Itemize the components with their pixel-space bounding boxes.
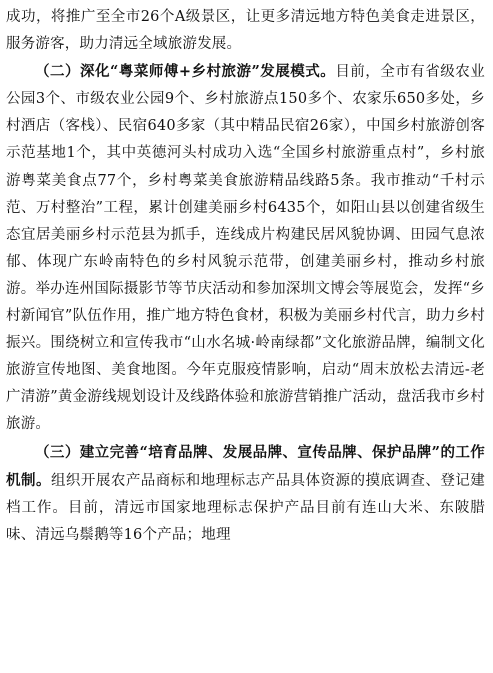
paragraph-text: 目前，全市有省级农业公园3个、市级农业公园9个、乡村旅游点150多个、农家乐650多处，乡村酒店（客栈）、民宿640多家（其中精品民宿26家），中国乡村旅游创客示范基地1个，其中英德河头村成功入选“全国乡村旅游重点村”，乡村旅游粤菜美食点77个，乡村粤菜美食旅游精品线路5条。我市推动“千村示范、万村整治”工程，累计创建美丽乡村6435个，如阳山县以创建省级生态宜居美丽乡村示范县为抓手，连线成片构建民居风貌协调、田园气息浓郁、体现广东岭南特色的乡村风貌示范带，创建美丽乡村，推动乡村旅游。举办连州国际摄影节等节庆活动和参加深圳文博会等展览会，发挥“乡村新闻官”队伍作用，推广地方特色食材，积极为美丽乡村代言，助力乡村振兴。围绕树立和宣传我市“山水名城·岭南绿都”文化旅游品牌，编制文化旅游宣传地图、美食地图。今年克服疫情影响，启动“周末放松去清远-老广清游”黄金游线规划设计及线路体验和旅游营销推广活动，盘活我市乡村旅游。 [6,64,486,433]
paragraph-continuation [6,4,485,58]
section-heading: （三）建立完善“培育品牌、发展品牌、宣传品牌、保护品牌”的工作机制。 [6,443,485,489]
paragraph-section-2 [6,58,485,438]
paragraph-text: 成功，将推广至全市26个A级景区，让更多清远地方特色美食走进景区，服务游客，助力清远全域旅游发展。 [6,9,485,53]
paragraph-section-3 [6,439,485,549]
section-heading: （二）深化“粤菜师傅+乡村旅游”发展模式。 [35,63,336,81]
paragraph-text: 组织开展农产品商标和地理标志产品具体资源的摸底调查、登记建档工作。目前，清远市国家地理标志保护产品目前有连山大米、东陂腊味、清远乌鬃鹅等16个产品；地理 [6,472,485,543]
